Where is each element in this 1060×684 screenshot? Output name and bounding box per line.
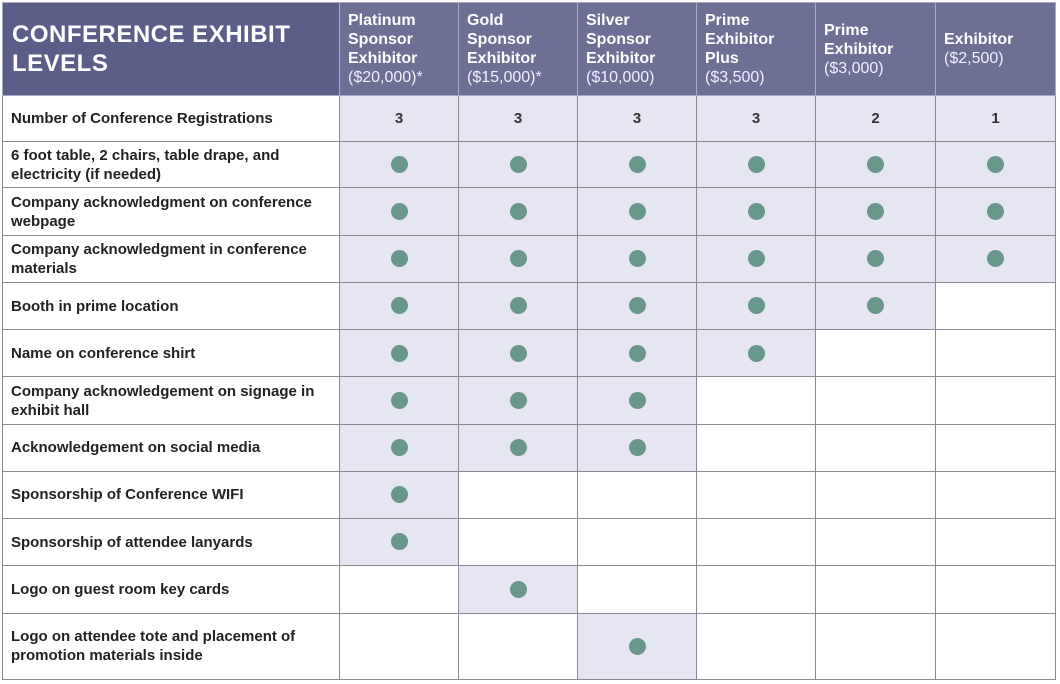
benefit-cell <box>936 188 1056 235</box>
benefit-cell <box>816 330 936 377</box>
included-dot-icon <box>748 345 765 362</box>
table-row <box>3 471 1056 518</box>
benefit-cell <box>697 235 816 282</box>
benefit-cell <box>936 519 1056 566</box>
benefit-cell <box>697 519 816 566</box>
included-dot-icon <box>391 297 408 314</box>
included-dot-icon <box>391 156 408 173</box>
benefit-cell <box>816 377 936 424</box>
level-price: ($2,500) <box>944 50 1004 67</box>
table-row <box>3 377 1056 424</box>
included-dot-icon <box>510 203 527 220</box>
benefit-cell <box>459 282 578 329</box>
level-name: Gold Sponsor Exhibitor <box>467 12 537 67</box>
benefit-cell <box>936 282 1056 329</box>
included-dot-icon <box>510 439 527 456</box>
benefit-cell <box>816 235 936 282</box>
included-dot-icon <box>748 250 765 267</box>
table-row <box>3 96 1056 142</box>
benefit-cell <box>816 142 936 188</box>
benefit-cell <box>459 519 578 566</box>
benefit-label: Company acknowledgment on conference webpage <box>3 188 340 235</box>
benefit-cell <box>936 424 1056 471</box>
included-dot-icon <box>510 581 527 598</box>
level-header-prime-plus <box>697 3 816 96</box>
level-price: ($20,000)* <box>348 69 423 86</box>
level-name: Exhibitor <box>944 31 1014 48</box>
included-dot-icon <box>629 439 646 456</box>
benefit-cell <box>936 566 1056 613</box>
benefit-cell <box>340 96 459 142</box>
included-dot-icon <box>629 203 646 220</box>
level-header-exhibitor <box>936 3 1056 96</box>
benefit-cell <box>816 613 936 679</box>
included-dot-icon <box>510 345 527 362</box>
benefit-cell <box>340 188 459 235</box>
benefit-cell <box>578 519 697 566</box>
registration-count: 3 <box>751 109 761 127</box>
included-dot-icon <box>391 203 408 220</box>
level-price: ($3,000) <box>824 59 884 77</box>
benefit-cell <box>697 566 816 613</box>
included-dot-icon <box>391 250 408 267</box>
included-dot-icon <box>867 203 884 220</box>
benefit-cell <box>459 613 578 679</box>
benefit-cell <box>697 142 816 188</box>
level-header-prime <box>816 3 936 96</box>
benefit-cell <box>578 96 697 142</box>
benefit-cell <box>697 330 816 377</box>
exhibit-levels-table <box>2 2 1056 680</box>
benefit-cell <box>459 188 578 235</box>
benefit-cell <box>459 377 578 424</box>
benefit-label: Booth in prime location <box>3 282 340 329</box>
included-dot-icon <box>629 156 646 173</box>
benefit-cell <box>936 142 1056 188</box>
included-dot-icon <box>867 250 884 267</box>
table-row <box>3 142 1056 188</box>
benefit-cell <box>697 96 816 142</box>
benefit-cell <box>340 471 459 518</box>
included-dot-icon <box>987 203 1004 220</box>
included-dot-icon <box>510 250 527 267</box>
benefit-cell <box>340 330 459 377</box>
benefit-label: Number of Conference Registrations <box>3 96 340 142</box>
header-row <box>3 3 1056 96</box>
benefit-cell <box>697 613 816 679</box>
benefit-label: Logo on attendee tote and placement of promotion materials inside <box>3 613 340 679</box>
included-dot-icon <box>629 297 646 314</box>
benefit-cell <box>459 96 578 142</box>
registration-count: 1 <box>991 109 1000 127</box>
included-dot-icon <box>748 297 765 314</box>
benefit-cell <box>578 235 697 282</box>
benefit-cell <box>697 377 816 424</box>
benefit-label: Sponsorship of Conference WIFI <box>3 471 340 518</box>
table-title: CONFERENCE EXHIBIT LEVELS <box>3 3 340 96</box>
level-price: ($15,000)* <box>467 69 542 86</box>
benefit-cell <box>578 188 697 235</box>
benefit-label: 6 foot table, 2 chairs, table drape, and electricity (if needed) <box>3 142 340 188</box>
table-row <box>3 424 1056 471</box>
table-row <box>3 566 1056 613</box>
benefit-cell <box>459 142 578 188</box>
benefit-cell <box>697 188 816 235</box>
benefit-label: Acknowledgement on social media <box>3 424 340 471</box>
benefit-cell <box>578 471 697 518</box>
benefit-cell <box>459 424 578 471</box>
benefit-cell <box>578 142 697 188</box>
level-price: ($3,500) <box>705 69 765 86</box>
benefit-cell <box>578 377 697 424</box>
benefit-cell <box>459 471 578 518</box>
benefit-cell <box>697 282 816 329</box>
registration-count: 2 <box>871 109 880 127</box>
included-dot-icon <box>629 392 646 409</box>
included-dot-icon <box>748 203 765 220</box>
included-dot-icon <box>987 250 1004 267</box>
benefit-cell <box>459 235 578 282</box>
included-dot-icon <box>867 297 884 314</box>
included-dot-icon <box>510 297 527 314</box>
benefit-label: Company acknowledgement on signage in exhibit hall <box>3 377 340 424</box>
benefit-cell <box>578 424 697 471</box>
level-header-gold <box>459 3 578 96</box>
benefit-cell <box>936 613 1056 679</box>
benefit-cell <box>816 424 936 471</box>
benefit-cell <box>816 519 936 566</box>
table-row <box>3 188 1056 235</box>
benefit-cell <box>340 519 459 566</box>
benefit-rows <box>3 96 1056 680</box>
benefit-cell <box>578 566 697 613</box>
benefit-cell <box>340 282 459 329</box>
benefit-cell <box>340 377 459 424</box>
benefit-cell <box>816 96 936 142</box>
registration-count: 3 <box>513 109 523 127</box>
benefit-label: Company acknowledgment in conference materials <box>3 235 340 282</box>
included-dot-icon <box>748 156 765 173</box>
table-row <box>3 613 1056 679</box>
benefit-cell <box>459 330 578 377</box>
included-dot-icon <box>391 439 408 456</box>
table-row <box>3 235 1056 282</box>
level-name: Silver Sponsor Exhibitor <box>586 12 656 67</box>
benefit-cell <box>936 96 1056 142</box>
benefit-cell <box>340 566 459 613</box>
benefit-cell <box>816 566 936 613</box>
benefit-cell <box>816 282 936 329</box>
level-header-platinum <box>340 3 459 96</box>
benefit-cell <box>340 142 459 188</box>
level-name: Prime Exhibitor <box>824 21 894 58</box>
included-dot-icon <box>391 392 408 409</box>
benefit-cell <box>936 235 1056 282</box>
level-name: Platinum Sponsor Exhibitor <box>348 12 418 67</box>
benefit-cell <box>459 566 578 613</box>
included-dot-icon <box>391 486 408 503</box>
level-price: ($10,000) <box>586 69 655 86</box>
benefit-cell <box>340 424 459 471</box>
benefit-cell <box>578 330 697 377</box>
benefit-label: Sponsorship of attendee lanyards <box>3 519 340 566</box>
benefit-cell <box>697 424 816 471</box>
benefit-cell <box>340 613 459 679</box>
benefit-cell <box>578 613 697 679</box>
registration-count: 3 <box>394 109 404 127</box>
benefit-label: Name on conference shirt <box>3 330 340 377</box>
included-dot-icon <box>987 156 1004 173</box>
included-dot-icon <box>629 250 646 267</box>
benefit-label: Logo on guest room key cards <box>3 566 340 613</box>
included-dot-icon <box>867 156 884 173</box>
table-row <box>3 330 1056 377</box>
table-row <box>3 519 1056 566</box>
level-name: Prime Exhibitor Plus <box>705 12 775 67</box>
included-dot-icon <box>391 533 408 550</box>
level-header-silver <box>578 3 697 96</box>
included-dot-icon <box>510 392 527 409</box>
benefit-cell <box>697 471 816 518</box>
benefit-cell <box>578 282 697 329</box>
included-dot-icon <box>510 156 527 173</box>
included-dot-icon <box>629 638 646 655</box>
benefit-cell <box>340 235 459 282</box>
benefit-cell <box>936 377 1056 424</box>
benefit-cell <box>816 471 936 518</box>
registration-count: 3 <box>632 109 642 127</box>
included-dot-icon <box>391 345 408 362</box>
benefit-cell <box>936 330 1056 377</box>
benefit-cell <box>936 471 1056 518</box>
table-row <box>3 282 1056 329</box>
included-dot-icon <box>629 345 646 362</box>
benefit-cell <box>816 188 936 235</box>
